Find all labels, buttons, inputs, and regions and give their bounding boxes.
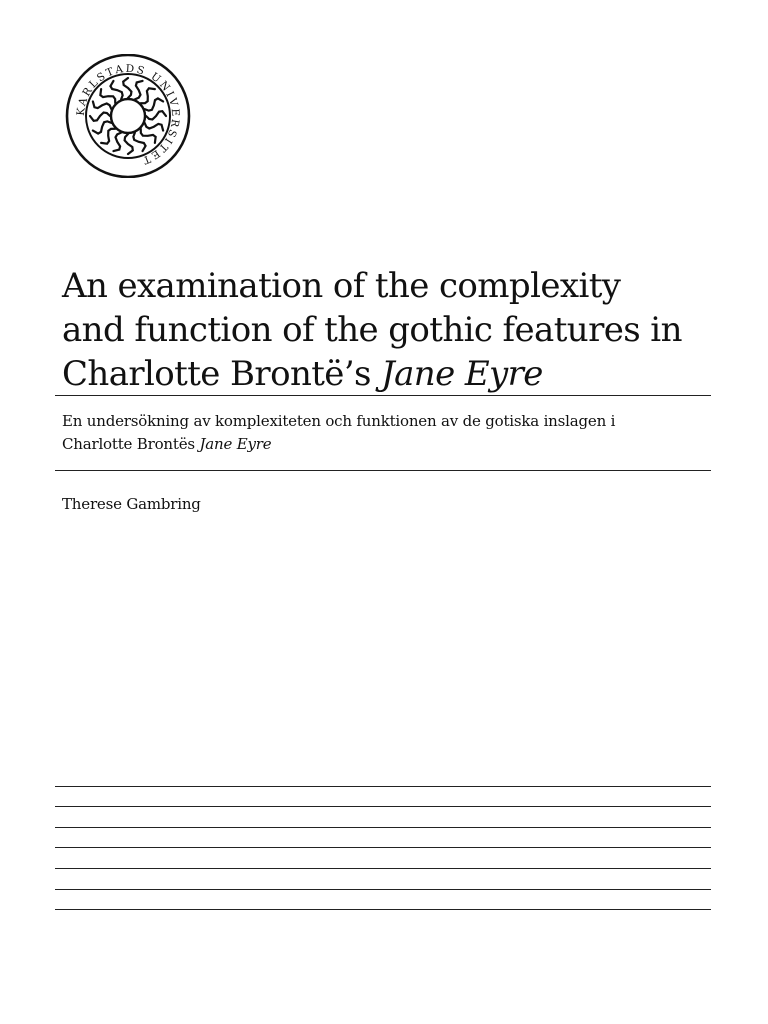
blank-line <box>55 847 711 848</box>
sun-ray <box>123 78 131 98</box>
seal-text: KARLSTADS UNIVERSITET <box>74 62 182 167</box>
document-subtitle <box>62 410 722 456</box>
sun-emblem-icon <box>58 54 198 178</box>
blank-line <box>55 909 711 910</box>
sun-ray <box>141 129 156 143</box>
sun-ray <box>90 113 110 121</box>
subtitle-line-2-prefix: Charlotte Brontës <box>62 435 200 453</box>
title-line-1: An examination of the complexity <box>62 266 621 306</box>
document-title <box>62 264 722 396</box>
blank-line <box>55 868 711 869</box>
sun-ray <box>100 89 115 103</box>
blank-line <box>55 786 711 787</box>
sun-ray <box>93 101 111 109</box>
sun-ray <box>135 81 143 99</box>
subtitle-line-1: En undersökning av komplexiteten och funktionen av de gotiska inslagen i <box>62 412 616 430</box>
sun-ray <box>125 134 133 154</box>
sun-ray <box>101 129 115 144</box>
university-logo <box>58 54 198 178</box>
sun-ray <box>141 88 155 103</box>
title-book-name: Jane Eyre <box>381 354 543 394</box>
title-line-2: and function of the gothic features in <box>62 310 682 350</box>
title-line-3-prefix: Charlotte Brontë’s <box>62 354 382 394</box>
author-name: Therese Gambring <box>62 495 201 513</box>
sun-ray <box>113 133 121 151</box>
sun-ray <box>145 123 163 131</box>
blank-line <box>55 806 711 807</box>
subtitle-book-name: Jane Eyre <box>199 435 272 453</box>
subtitle-divider <box>55 470 711 471</box>
blank-line <box>55 827 711 828</box>
sun-ray <box>146 111 166 119</box>
blank-line <box>55 889 711 890</box>
title-divider <box>55 395 711 396</box>
